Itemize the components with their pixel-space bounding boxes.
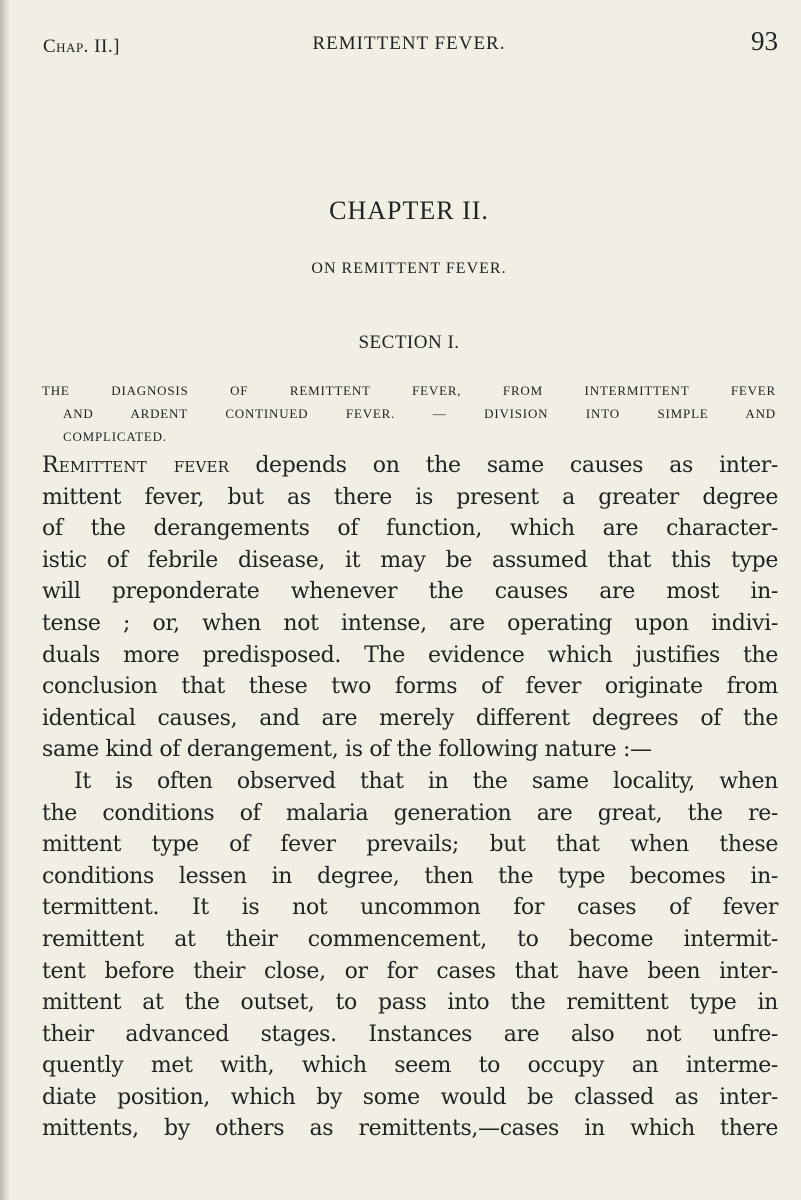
book-page	[40, 0, 778, 1200]
body-line: quently met with, which seem to occupy an interme-	[42, 1053, 778, 1079]
chapter-title: CHAPTER II.	[329, 196, 489, 225]
body-line: istic of febrile disease, it may be assumed that this type	[42, 547, 778, 573]
body-line: remittent at their commencement, to become intermit-	[42, 926, 778, 952]
running-head-chapter: Chap. II.]	[43, 36, 120, 57]
body-line: diate position, which by some would be classed as inter-	[42, 1084, 778, 1110]
body-line: mittents, by others as remittents,—cases in which there	[42, 1116, 778, 1142]
running-head-title: REMITTENT FEVER.	[312, 33, 506, 54]
body-lead-words: Remittent fever	[42, 453, 230, 478]
body-line: of the derangements of function, which are character-	[42, 516, 778, 542]
body-line: It is often observed that in the same locality, when	[74, 768, 778, 794]
body-line: termittent. It is not uncommon for cases of fever	[42, 895, 778, 921]
running-head	[40, 26, 778, 70]
page-gutter-shadow	[0, 0, 10, 1200]
body-line: will preponderate whenever the causes are most in-	[42, 579, 778, 605]
synopsis-line: AND ARDENT CONTINUED FEVER. — DIVISION INTO SIMPLE AND	[63, 406, 776, 421]
body-line: mittent fever, but as there is present a greater degree	[42, 484, 778, 510]
body-paragraph	[42, 450, 778, 1145]
body-line: mittent at the outset, to pass into the remittent type in	[42, 990, 778, 1016]
section-title: SECTION I.	[358, 332, 460, 353]
chapter-subtitle: ON REMITTENT FEVER.	[311, 260, 507, 277]
body-line: mittent type of fever prevails; but that when these	[42, 832, 778, 858]
section-synopsis	[42, 379, 776, 448]
body-line: conditions lessen in degree, then the type becomes in-	[42, 863, 778, 889]
body-line: duals more predisposed. The evidence which justifies the	[42, 642, 778, 668]
body-line: same kind of derangement, is of the following nature :—	[42, 737, 652, 763]
body-line: the conditions of malaria generation are great, the re-	[42, 800, 778, 826]
body-line: conclusion that these two forms of fever originate from	[42, 674, 778, 700]
body-line-text: depends on the same causes as inter-	[229, 453, 779, 478]
synopsis-line: COMPLICATED.	[63, 429, 167, 444]
body-line: identical causes, and are merely different degrees of the	[42, 705, 778, 731]
synopsis-line: THE DIAGNOSIS OF REMITTENT FEVER, FROM INTERMITTENT FEVER	[42, 383, 776, 398]
page-number: 93	[751, 26, 778, 56]
body-line: their advanced stages. Instances are also not unfre-	[42, 1021, 778, 1047]
body-line: tent before their close, or for cases that have been inter-	[42, 958, 778, 984]
body-line	[42, 450, 778, 482]
body-line: tense ; or, when not intense, are operating upon indivi-	[42, 610, 778, 636]
